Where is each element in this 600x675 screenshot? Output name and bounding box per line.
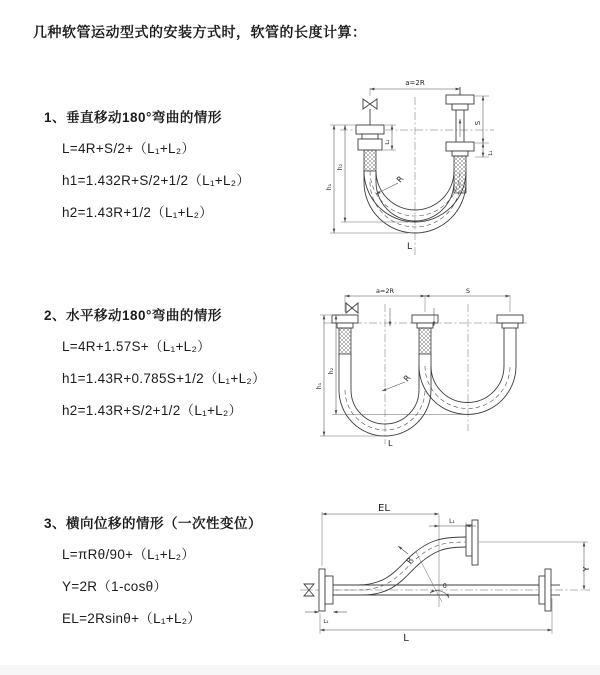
dim-label-radius: R (394, 174, 406, 185)
dim-label-offset: Y (582, 566, 591, 572)
dim-label-length: L (403, 633, 409, 642)
dim-label-radius: R (404, 555, 416, 566)
section-heading: 3、横向位移的情形（一次性变位） (44, 516, 263, 531)
page-title: 几种软管运动型式的安装方式时，软管的长度计算： (33, 24, 367, 40)
dim-label-stroke: S (474, 120, 482, 126)
dim-label-stroke: S (465, 287, 471, 295)
dim-label-fitting-left: L₁ (385, 139, 391, 145)
dim-label-h1: h₁ (316, 382, 323, 390)
section-heading: 2、水平移动180°弯曲的情形 (44, 308, 222, 323)
dimensions (326, 79, 494, 252)
hose-paths (333, 537, 539, 595)
dim-label-el: EL (378, 503, 390, 514)
section-horizontal-bend (44, 304, 266, 431)
hose-u-bends (339, 354, 516, 436)
formula-h1: h1=1.432R+S/2+1/2（L₁+L₂） (62, 173, 251, 188)
dim-label-fitting-bottom: L₁ (323, 619, 329, 625)
dim-label-h2: h₂ (337, 163, 344, 171)
section-heading: 1、垂直移动180°弯曲的情形 (44, 110, 222, 125)
dim-label-h1: h₁ (326, 183, 333, 191)
dim-label-fitting-right: L₁ (488, 150, 494, 156)
right-pipe-fittings (446, 87, 474, 193)
formula-h1: h1=1.43R+0.785S+1/2（L₁+L₂） (62, 371, 266, 386)
diagram-horizontal-bend (312, 286, 542, 448)
page-bottom-shade (0, 665, 600, 675)
diagram-vertical-bend (312, 75, 542, 260)
formula-el: EL=2Rsinθ+（L₁+L₂） (62, 611, 202, 626)
dim-label-radius: R (401, 373, 413, 384)
dim-label-length: L (388, 439, 393, 448)
formula-length: L=4R+1.57S+（L₁+L₂） (62, 339, 211, 354)
construction-lines (398, 515, 449, 607)
formula-length: L=πRθ/90+（L₁+L₂） (62, 547, 196, 562)
valve-icon (346, 303, 358, 313)
flanges-and-braids (332, 315, 523, 366)
formula-h2: h2=1.43R+1/2（L₁+L₂） (62, 205, 213, 220)
dim-label-fitting-top: L₁ (449, 518, 455, 525)
dim-label-width: a=2R (375, 287, 395, 295)
formula-h2: h2=1.43R+S/2+1/2（L₁+L₂） (62, 403, 243, 418)
section-lateral-displacement (44, 512, 262, 639)
formula-offset: Y=2R（1-cosθ） (62, 579, 168, 594)
section-vertical-bend (44, 106, 250, 233)
valve-icon (363, 99, 377, 125)
dimensions (316, 287, 510, 448)
dim-label-width: a=2R (405, 79, 425, 87)
dim-label-length: L (407, 242, 413, 252)
diagram-lateral-displacement (296, 500, 596, 642)
formula-length: L=4R+S/2+（L₁+L₂） (62, 141, 196, 156)
dim-label-angle: θ (443, 583, 447, 590)
left-hose-fitting (356, 125, 384, 171)
dim-label-h2: h₂ (328, 367, 335, 375)
